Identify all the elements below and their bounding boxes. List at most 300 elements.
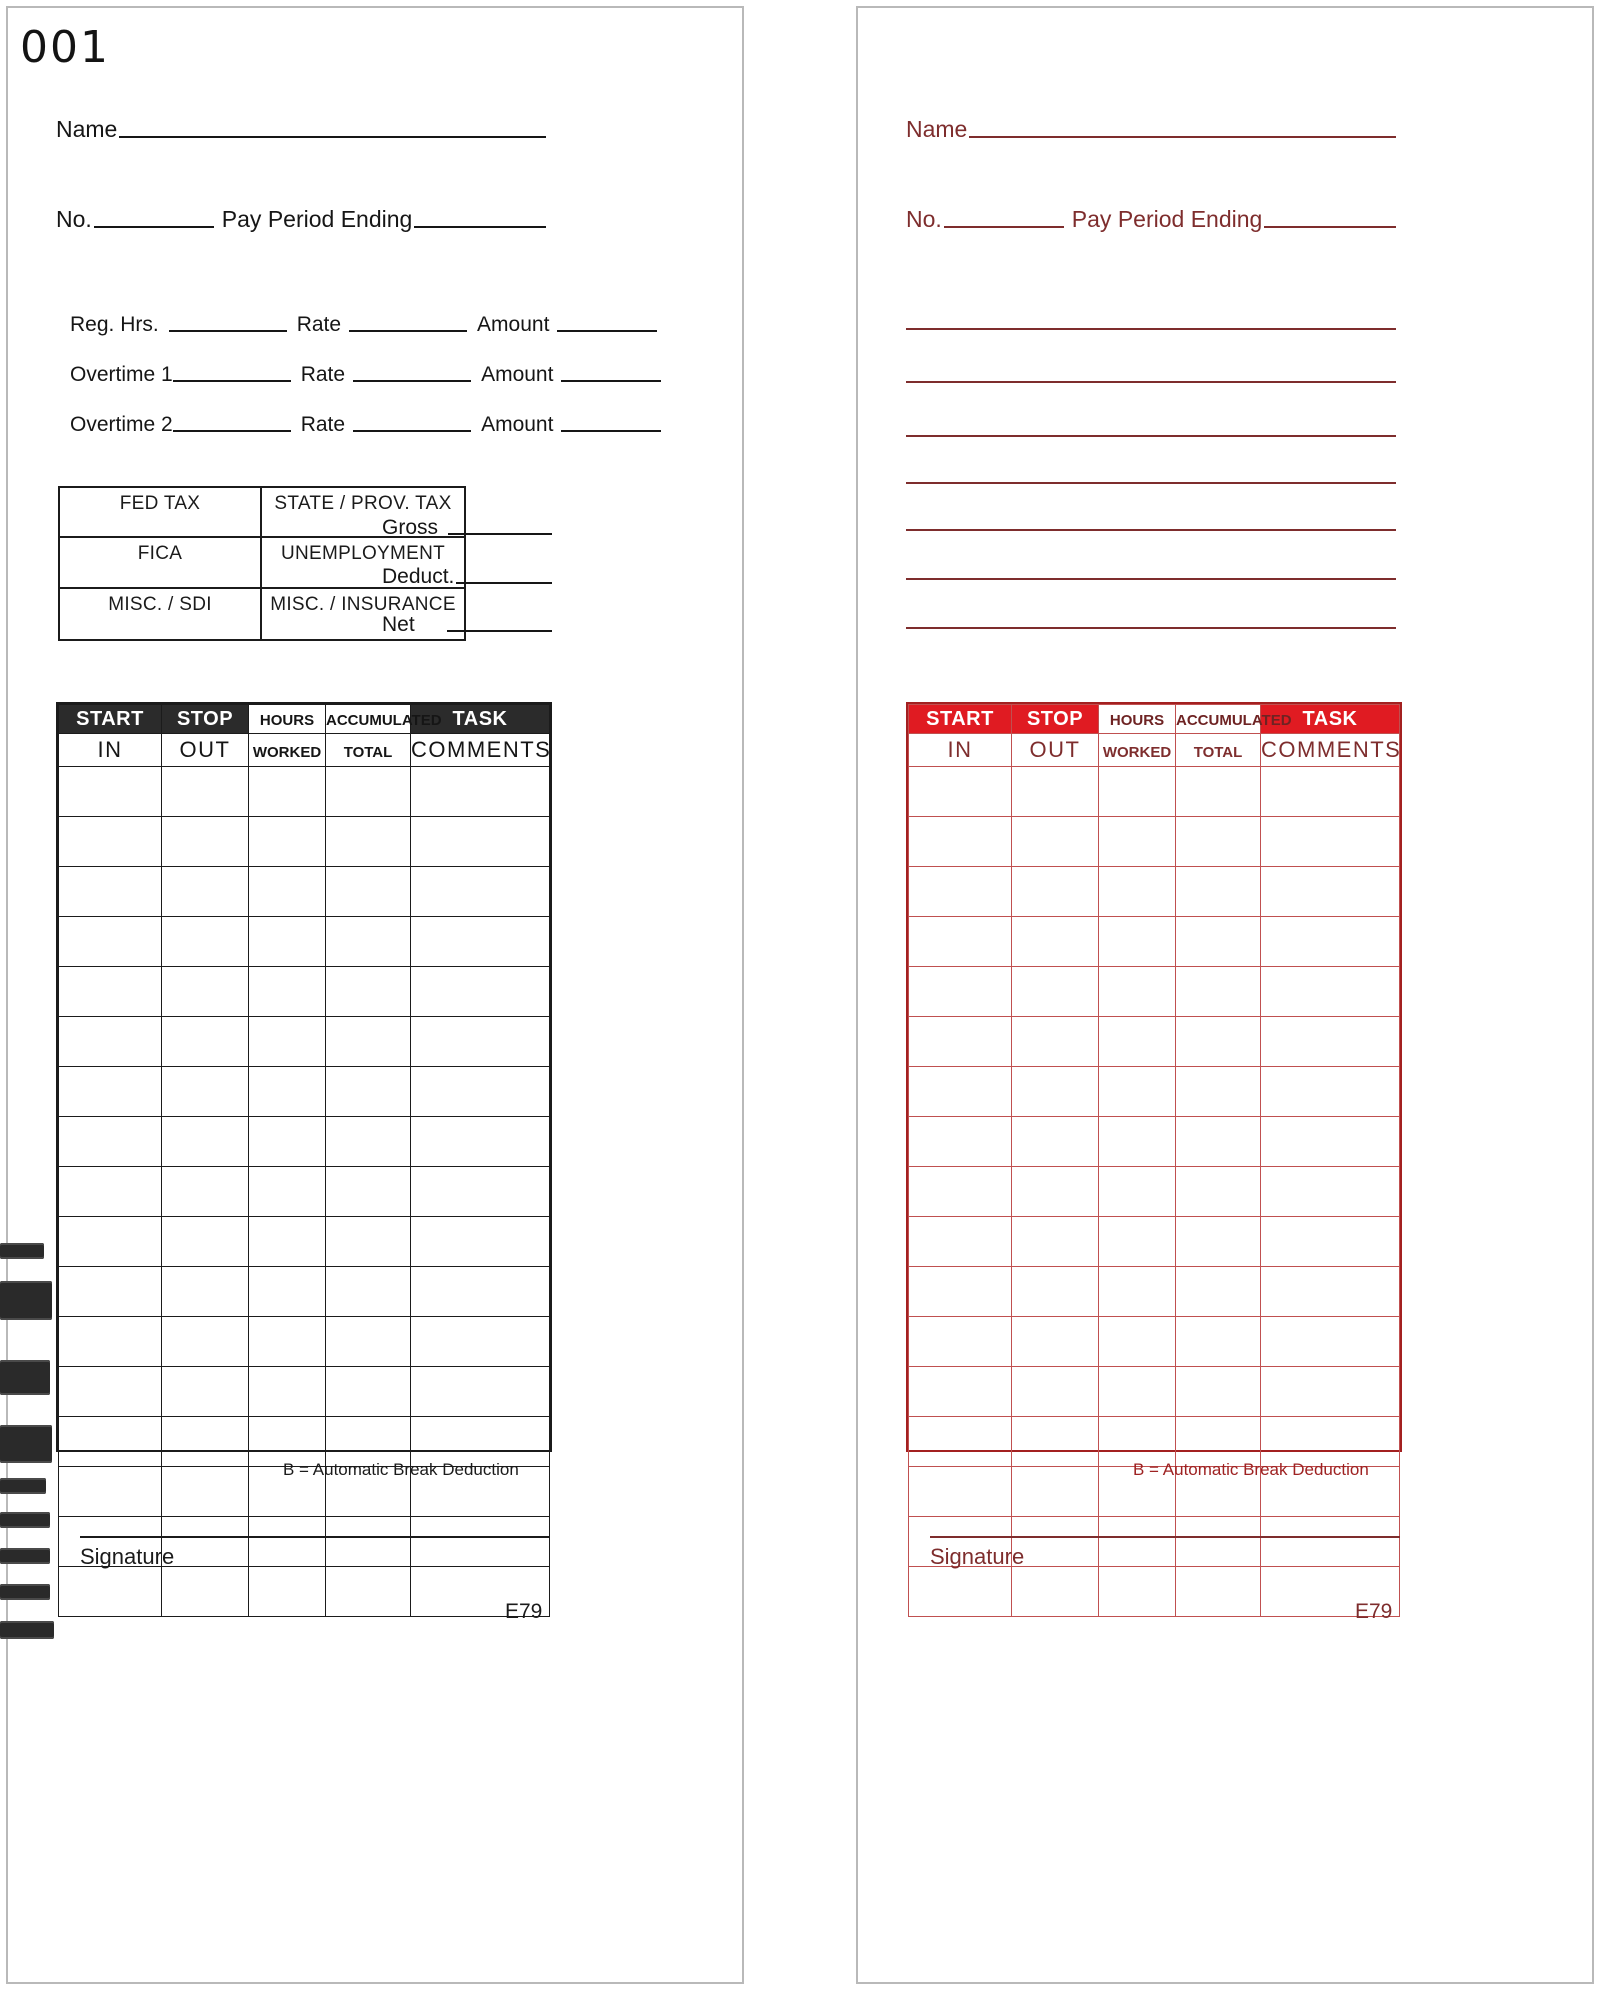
table-cell[interactable] — [59, 1467, 162, 1517]
table-cell[interactable] — [909, 1317, 1012, 1367]
table-cell[interactable] — [1176, 1367, 1261, 1417]
deduct-write-line[interactable] — [456, 582, 552, 584]
table-cell[interactable] — [411, 1217, 550, 1267]
table-cell[interactable] — [909, 1267, 1012, 1317]
name-label-red: Name — [906, 116, 968, 142]
header-hours-red — [1099, 705, 1176, 734]
table-cell[interactable] — [249, 1417, 326, 1467]
table-cell[interactable] — [411, 1367, 550, 1417]
overtime2-rate-write-line[interactable] — [353, 430, 471, 432]
table-cell[interactable] — [1176, 1267, 1261, 1317]
table-cell[interactable] — [1176, 1217, 1261, 1267]
table-row[interactable] — [909, 1217, 1400, 1267]
table-cell[interactable] — [59, 1367, 162, 1417]
pay-line-regular — [70, 313, 680, 337]
table-cell[interactable] — [1012, 767, 1099, 817]
table-row[interactable] — [909, 1267, 1400, 1317]
table-cell[interactable] — [1012, 817, 1099, 867]
time-entry-grid — [58, 704, 550, 1617]
table-cell[interactable] — [1261, 867, 1400, 917]
table-row[interactable] — [59, 1267, 550, 1317]
timecard-left — [6, 6, 744, 1984]
time-entry-body-red — [909, 767, 1400, 1617]
table-cell[interactable] — [249, 867, 326, 917]
header-start-red: START — [909, 705, 1012, 734]
table-cell[interactable] — [1099, 1567, 1176, 1617]
table-cell[interactable] — [909, 1167, 1012, 1217]
net-label: Net — [382, 613, 415, 636]
header-accumulated-red — [1176, 705, 1292, 734]
table-cell[interactable] — [162, 867, 249, 917]
subheader-out-red: OUT — [1012, 734, 1099, 767]
subheader-comments-red: COMMENTS — [1261, 734, 1400, 767]
header-hours-text-red: HOURS — [1109, 711, 1165, 729]
table-cell[interactable] — [59, 767, 162, 817]
overtime2-amount-label: Amount — [481, 413, 554, 436]
table-cell[interactable] — [249, 1317, 326, 1367]
table-cell[interactable] — [411, 1417, 550, 1467]
table-cell[interactable] — [249, 1517, 326, 1567]
table-row[interactable] — [909, 917, 1400, 967]
subheader-in: IN — [59, 734, 162, 767]
table-cell[interactable] — [1099, 767, 1176, 817]
table-cell[interactable] — [1176, 1567, 1261, 1617]
table-cell[interactable] — [1176, 967, 1261, 1017]
name-field-row — [56, 116, 546, 143]
table-cell[interactable] — [59, 1217, 162, 1267]
overtime1-amount-label: Amount — [481, 363, 554, 386]
table-cell[interactable] — [249, 967, 326, 1017]
table-row[interactable] — [909, 867, 1400, 917]
time-entry-body — [59, 767, 550, 1617]
table-cell[interactable] — [411, 817, 550, 867]
table-cell[interactable] — [1099, 1117, 1176, 1167]
table-cell[interactable] — [909, 767, 1012, 817]
table-row[interactable] — [59, 967, 550, 1017]
blank-write-line[interactable] — [906, 529, 1396, 531]
table-cell[interactable] — [1176, 917, 1261, 967]
table-cell[interactable] — [162, 817, 249, 867]
table-cell[interactable] — [909, 1417, 1012, 1467]
pay-period-label: Pay Period Ending — [221, 206, 413, 232]
signature-label: Signature — [80, 1544, 175, 1569]
table-cell[interactable] — [1012, 967, 1099, 1017]
table-cell[interactable] — [1099, 1417, 1176, 1467]
table-cell[interactable] — [326, 1017, 411, 1067]
overtime2-label: Overtime 2 — [70, 413, 173, 436]
no-write-line[interactable] — [94, 226, 214, 228]
subheader-total — [326, 734, 411, 767]
table-row[interactable] — [59, 1567, 550, 1617]
table-cell[interactable] — [59, 1017, 162, 1067]
table-cell[interactable] — [1261, 1117, 1400, 1167]
table-cell[interactable] — [249, 1567, 326, 1617]
table-cell[interactable] — [1012, 1367, 1099, 1417]
reg-amount-label: Amount — [477, 313, 550, 336]
table-row[interactable] — [909, 1167, 1400, 1217]
table-row[interactable] — [59, 1117, 550, 1167]
table-cell[interactable] — [162, 1367, 249, 1417]
header-row-sub-red — [909, 734, 1400, 767]
table-cell[interactable] — [1176, 1167, 1261, 1217]
table-cell[interactable] — [1099, 817, 1176, 867]
gross-label: Gross — [382, 516, 439, 539]
table-row[interactable] — [59, 1417, 550, 1467]
table-cell[interactable] — [1261, 1367, 1400, 1417]
subheader-worked-text: WORKED — [252, 744, 322, 761]
timecard-right — [856, 6, 1594, 1984]
time-entry-table-red — [906, 702, 1402, 1452]
header-accumulated-text: ACCUMULATED — [326, 711, 442, 729]
table-row[interactable] — [59, 817, 550, 867]
blank-write-line[interactable] — [906, 482, 1396, 484]
table-cell[interactable] — [162, 767, 249, 817]
table-cell[interactable] — [1099, 867, 1176, 917]
table-cell[interactable] — [59, 1117, 162, 1167]
header-accumulated — [326, 705, 442, 734]
table-cell[interactable] — [1099, 1317, 1176, 1367]
tax-cell-state-tax[interactable]: STATE / PROV. TAX — [262, 488, 464, 538]
overtime1-write-line[interactable] — [173, 380, 291, 382]
deduct-label: Deduct. — [382, 565, 455, 588]
table-cell[interactable] — [411, 917, 550, 967]
overtime1-amount-write-line[interactable] — [561, 380, 661, 382]
table-cell[interactable] — [1099, 967, 1176, 1017]
reg-hours-write-line[interactable] — [169, 330, 287, 332]
table-cell[interactable] — [326, 1567, 411, 1617]
table-cell[interactable] — [162, 1217, 249, 1267]
name-write-line[interactable] — [119, 136, 546, 138]
table-cell[interactable] — [411, 1317, 550, 1367]
table-cell[interactable] — [162, 1167, 249, 1217]
header-accumulated-text-red: ACCUMULATED — [1176, 711, 1292, 729]
table-row[interactable] — [59, 1367, 550, 1417]
table-cell[interactable] — [1099, 1367, 1176, 1417]
reg-rate-label: Rate — [296, 313, 342, 336]
table-cell[interactable] — [1012, 1067, 1099, 1117]
table-cell[interactable] — [162, 967, 249, 1017]
table-row[interactable] — [59, 917, 550, 967]
no-write-line-red[interactable] — [944, 226, 1064, 228]
table-row[interactable] — [59, 867, 550, 917]
table-row[interactable] — [909, 817, 1400, 867]
subheader-worked-text-red: WORKED — [1102, 744, 1172, 761]
table-cell[interactable] — [1099, 1517, 1176, 1567]
signature-line-red[interactable] — [930, 1536, 1400, 1538]
table-cell[interactable] — [1012, 1467, 1099, 1517]
table-cell[interactable] — [326, 767, 411, 817]
table-cell[interactable] — [326, 917, 411, 967]
time-entry-head-red — [909, 705, 1400, 767]
table-row[interactable] — [909, 1417, 1400, 1467]
table-cell[interactable] — [59, 967, 162, 1017]
blank-write-line[interactable] — [906, 328, 1396, 330]
table-cell[interactable] — [1012, 1017, 1099, 1067]
table-row[interactable] — [909, 967, 1400, 1017]
form-code: E79 — [505, 1600, 543, 1623]
table-row[interactable] — [909, 1567, 1400, 1617]
table-cell[interactable] — [59, 867, 162, 917]
subheader-worked — [249, 734, 326, 767]
overtime1-rate-label: Rate — [300, 363, 346, 386]
table-cell[interactable] — [1261, 1067, 1400, 1117]
table-cell[interactable] — [249, 1367, 326, 1417]
signature-label-red: Signature — [930, 1544, 1025, 1569]
table-cell[interactable] — [1176, 1517, 1261, 1567]
blank-write-line[interactable] — [906, 381, 1396, 383]
tax-cell-fica[interactable]: FICA — [60, 538, 262, 588]
table-cell[interactable] — [326, 1317, 411, 1367]
subheader-total-text-red: TOTAL — [1193, 744, 1243, 761]
tax-cell-misc-sdi[interactable]: MISC. / SDI — [60, 589, 262, 639]
table-cell[interactable] — [1176, 1317, 1261, 1367]
reg-amount-write-line[interactable] — [557, 330, 657, 332]
table-cell[interactable] — [1261, 1317, 1400, 1367]
table-cell[interactable] — [1261, 967, 1400, 1017]
table-cell[interactable] — [909, 1467, 1012, 1517]
no-label: No. — [56, 206, 92, 232]
table-cell[interactable] — [162, 1467, 249, 1517]
net-write-line[interactable] — [447, 630, 552, 632]
totals-net-row — [382, 613, 552, 637]
table-cell[interactable] — [162, 1517, 249, 1567]
header-stop: STOP — [162, 705, 249, 734]
table-cell[interactable] — [1261, 1517, 1400, 1567]
table-cell[interactable] — [162, 1117, 249, 1167]
table-cell[interactable] — [1176, 817, 1261, 867]
table-cell[interactable] — [411, 967, 550, 1017]
header-start: START — [59, 705, 162, 734]
pay-period-write-line-red[interactable] — [1264, 226, 1396, 228]
table-row[interactable] — [909, 767, 1400, 817]
table-cell[interactable] — [1261, 1267, 1400, 1317]
table-cell[interactable] — [59, 1317, 162, 1367]
subheader-out: OUT — [162, 734, 249, 767]
table-cell[interactable] — [249, 1017, 326, 1067]
table-cell[interactable] — [1099, 1167, 1176, 1217]
table-cell[interactable] — [1261, 1417, 1400, 1467]
table-cell[interactable] — [1012, 1217, 1099, 1267]
table-cell[interactable] — [1012, 1417, 1099, 1467]
table-cell[interactable] — [1176, 1117, 1261, 1167]
break-deduction-note-red: B = Automatic Break Deduction — [1133, 1460, 1369, 1479]
blank-write-line[interactable] — [906, 627, 1396, 629]
table-row[interactable] — [909, 1117, 1400, 1167]
table-cell[interactable] — [249, 1217, 326, 1267]
break-deduction-note: B = Automatic Break Deduction — [283, 1460, 519, 1479]
table-cell[interactable] — [1012, 1317, 1099, 1367]
table-cell[interactable] — [1099, 917, 1176, 967]
table-row[interactable] — [59, 1317, 550, 1367]
table-cell[interactable] — [162, 1417, 249, 1467]
tax-cell-unemployment[interactable]: UNEMPLOYMENT — [262, 538, 464, 588]
table-cell[interactable] — [1176, 1417, 1261, 1467]
table-cell[interactable] — [59, 1067, 162, 1117]
overtime2-rate-label: Rate — [300, 413, 346, 436]
totals-gross-row — [382, 516, 552, 540]
table-cell[interactable] — [326, 1167, 411, 1217]
gross-write-line[interactable] — [448, 533, 552, 535]
table-cell[interactable] — [1176, 1017, 1261, 1067]
tax-cell-fed-tax[interactable]: FED TAX — [60, 488, 262, 538]
signature-line[interactable] — [80, 1536, 550, 1538]
table-row[interactable] — [909, 1367, 1400, 1417]
table-row[interactable] — [909, 1067, 1400, 1117]
table-cell[interactable] — [162, 1017, 249, 1067]
number-payperiod-row — [56, 206, 546, 233]
time-entry-head — [59, 705, 550, 767]
table-cell[interactable] — [249, 817, 326, 867]
table-cell[interactable] — [162, 1267, 249, 1317]
table-cell[interactable] — [909, 1217, 1012, 1267]
name-write-line-red[interactable] — [969, 136, 1396, 138]
form-code-red: E79 — [1355, 1600, 1393, 1623]
table-cell[interactable] — [326, 1367, 411, 1417]
table-cell[interactable] — [249, 1167, 326, 1217]
table-cell[interactable] — [249, 1267, 326, 1317]
table-cell[interactable] — [411, 767, 550, 817]
table-cell[interactable] — [249, 1117, 326, 1167]
table-cell[interactable] — [1012, 917, 1099, 967]
table-cell[interactable] — [1099, 1017, 1176, 1067]
table-cell[interactable] — [411, 1017, 550, 1067]
overtime2-amount-write-line[interactable] — [561, 430, 661, 432]
table-row[interactable] — [909, 1317, 1400, 1367]
time-entry-grid-red — [908, 704, 1400, 1617]
table-cell[interactable] — [326, 1517, 411, 1567]
header-task: TASK — [411, 705, 550, 734]
table-cell[interactable] — [162, 917, 249, 967]
table-cell[interactable] — [326, 1217, 411, 1267]
table-cell[interactable] — [162, 1567, 249, 1617]
table-cell[interactable] — [909, 917, 1012, 967]
header-row-group-red — [909, 705, 1400, 734]
table-cell[interactable] — [249, 767, 326, 817]
overtime2-write-line[interactable] — [173, 430, 291, 432]
table-cell[interactable] — [249, 917, 326, 967]
table-cell[interactable] — [1012, 1567, 1099, 1617]
header-row-group — [59, 705, 550, 734]
tax-cell-misc-insurance[interactable]: MISC. / INSURANCE — [270, 593, 456, 615]
table-cell[interactable] — [1099, 1067, 1176, 1117]
totals-deduct-row — [382, 565, 552, 589]
blank-write-line[interactable] — [906, 578, 1396, 580]
table-cell[interactable] — [326, 1267, 411, 1317]
subheader-in-red: IN — [909, 734, 1012, 767]
table-row[interactable] — [909, 1017, 1400, 1067]
table-cell[interactable] — [909, 1017, 1012, 1067]
table-cell[interactable] — [59, 917, 162, 967]
number-payperiod-row-red — [906, 206, 1396, 233]
table-cell[interactable] — [59, 1167, 162, 1217]
subheader-worked-red — [1099, 734, 1176, 767]
name-field-row-red — [906, 116, 1396, 143]
no-label-red: No. — [906, 206, 942, 232]
table-cell[interactable] — [249, 1067, 326, 1117]
table-cell[interactable] — [1261, 767, 1400, 817]
table-cell[interactable] — [162, 1317, 249, 1367]
table-cell[interactable] — [59, 1567, 162, 1617]
table-cell[interactable] — [411, 1267, 550, 1317]
table-cell[interactable] — [411, 1167, 550, 1217]
table-cell[interactable] — [1099, 1267, 1176, 1317]
blank-write-line[interactable] — [906, 435, 1396, 437]
pay-period-write-line[interactable] — [414, 226, 546, 228]
table-cell[interactable] — [1012, 1117, 1099, 1167]
table-cell[interactable] — [411, 1517, 550, 1567]
overtime1-rate-write-line[interactable] — [353, 380, 471, 382]
table-cell[interactable] — [909, 967, 1012, 1017]
table-cell[interactable] — [1176, 767, 1261, 817]
header-row-sub — [59, 734, 550, 767]
table-cell[interactable] — [909, 1367, 1012, 1417]
table-cell[interactable] — [1012, 1517, 1099, 1567]
header-hours — [249, 705, 326, 734]
table-cell[interactable] — [909, 817, 1012, 867]
time-entry-table — [56, 702, 552, 1452]
table-cell[interactable] — [1261, 917, 1400, 967]
table-cell[interactable] — [326, 967, 411, 1017]
subheader-total-text: TOTAL — [343, 744, 393, 761]
reg-hours-label: Reg. Hrs. — [70, 313, 159, 336]
table-row[interactable] — [59, 767, 550, 817]
table-cell[interactable] — [1012, 1267, 1099, 1317]
header-task-red: TASK — [1261, 705, 1400, 734]
table-cell[interactable] — [59, 1417, 162, 1467]
table-row[interactable] — [59, 1067, 550, 1117]
table-cell[interactable] — [1176, 1067, 1261, 1117]
table-cell[interactable] — [1261, 817, 1400, 867]
table-cell[interactable] — [411, 1067, 550, 1117]
table-cell[interactable] — [162, 1067, 249, 1117]
table-cell[interactable] — [326, 817, 411, 867]
table-cell[interactable] — [909, 1067, 1012, 1117]
pay-line-overtime-1 — [70, 363, 680, 387]
table-cell[interactable] — [411, 1117, 550, 1167]
table-cell[interactable] — [1261, 1017, 1400, 1067]
subheader-total-red — [1176, 734, 1261, 767]
table-cell[interactable] — [1261, 1167, 1400, 1217]
table-cell[interactable] — [1012, 867, 1099, 917]
table-cell[interactable] — [909, 1117, 1012, 1167]
table-cell[interactable] — [411, 867, 550, 917]
table-row[interactable] — [59, 1017, 550, 1067]
table-cell[interactable] — [1012, 1167, 1099, 1217]
table-row[interactable] — [59, 1217, 550, 1267]
table-cell[interactable] — [326, 1117, 411, 1167]
table-cell[interactable] — [1261, 1217, 1400, 1267]
serial-number: 001 — [20, 22, 110, 73]
table-cell[interactable] — [1176, 867, 1261, 917]
table-cell[interactable] — [326, 1417, 411, 1467]
table-row[interactable] — [59, 1167, 550, 1217]
subheader-comments: COMMENTS — [411, 734, 550, 767]
table-cell[interactable] — [909, 867, 1012, 917]
reg-rate-write-line[interactable] — [349, 330, 467, 332]
table-cell[interactable] — [59, 817, 162, 867]
pay-line-overtime-2 — [70, 413, 680, 437]
pay-period-label-red: Pay Period Ending — [1071, 206, 1263, 232]
name-label: Name — [56, 116, 118, 142]
table-cell[interactable] — [59, 1267, 162, 1317]
table-cell[interactable] — [1099, 1217, 1176, 1267]
overtime1-label: Overtime 1 — [70, 363, 173, 386]
header-hours-text: HOURS — [259, 711, 315, 729]
table-cell[interactable] — [909, 1567, 1012, 1617]
table-cell[interactable] — [326, 867, 411, 917]
header-stop-red: STOP — [1012, 705, 1099, 734]
table-cell[interactable] — [326, 1067, 411, 1117]
